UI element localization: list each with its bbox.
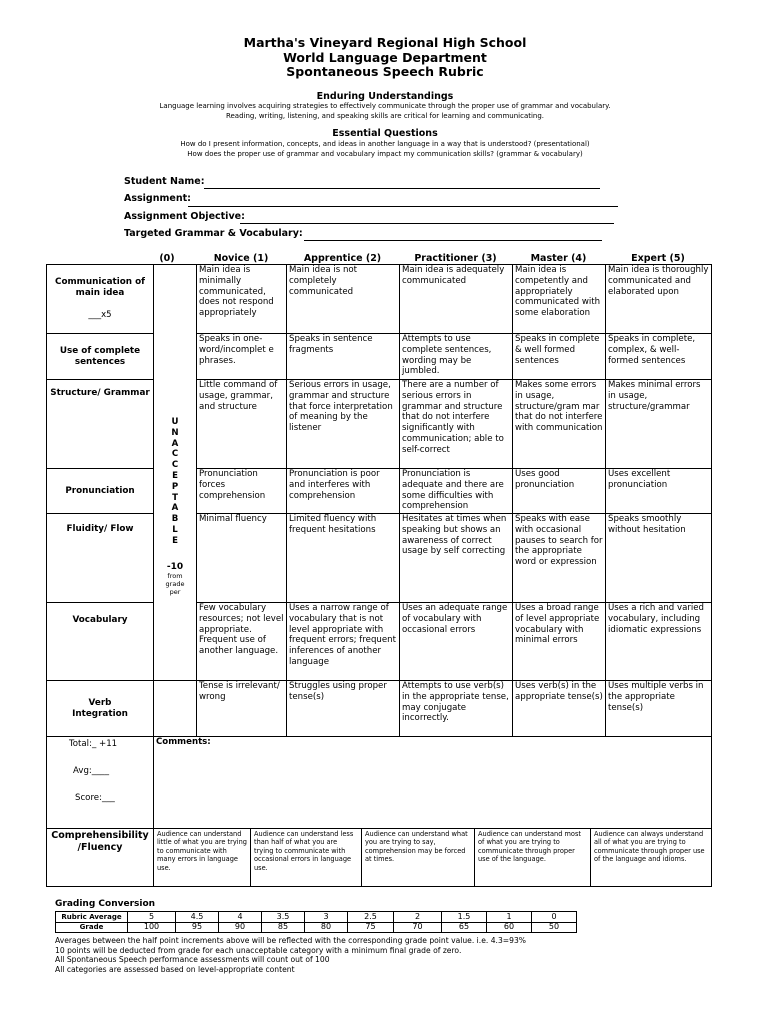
comments-label: Comments:: [156, 737, 211, 747]
letter: T: [172, 492, 178, 503]
letter: E: [172, 470, 178, 481]
rubric-value: 3.5: [262, 912, 305, 923]
cell-apprentice: Struggles using proper tense(s): [287, 681, 400, 737]
cell-apprentice: Pronunciation is poor and interferes with comprehension: [287, 469, 400, 514]
unacceptable-column: [154, 265, 197, 681]
total-field[interactable]: Total:_ +11: [69, 739, 118, 749]
cell-practitioner: Pronunciation is adequate and there are some difficulties with comprehension: [400, 469, 513, 514]
grade-value: 80: [305, 923, 348, 933]
cell-apprentice: Limited fluency with frequent hesitations: [287, 514, 400, 603]
col-header-practitioner: Practitioner (3): [414, 253, 497, 264]
cell-apprentice: Speaks in sentence fragments: [287, 334, 400, 380]
cell-apprentice: Uses a narrow range of vocabulary that is not level appropriate with frequent errors; frequent inferences of another language: [287, 603, 400, 681]
grading-note-1: Averages between the half point increments above will be reflected with the corresponding grade point value. i.e. 4.3=93%: [55, 936, 527, 945]
cell-zero-blank: [154, 681, 197, 737]
grade-row: [56, 923, 577, 933]
comp-cell-4: Audience can understand most of what you are trying to communicate through proper use of the language.: [475, 829, 591, 887]
category-verb: Verb Integration: [47, 681, 154, 737]
comprehensibility-row: [47, 829, 712, 887]
rubric-average-label: Rubric Average: [56, 912, 128, 923]
totals-cell: [47, 737, 154, 829]
cell-novice: Pronunciation forces comprehension: [197, 469, 287, 514]
cell-expert: Uses a rich and varied vocabulary, including idiomatic expressions: [606, 603, 712, 681]
targeted-label: Targeted Grammar & Vocabulary:: [124, 227, 303, 239]
grade-value: 85: [262, 923, 305, 933]
letter: P: [171, 481, 179, 492]
questions-heading: Essential Questions: [332, 128, 438, 139]
deduction-note-1: from: [167, 571, 183, 580]
col-header-novice: Novice (1): [213, 253, 269, 264]
rubric-value: 0: [532, 912, 577, 923]
rubric-row: [47, 334, 712, 380]
rubric-value: 1: [487, 912, 532, 923]
rubric-title: Spontaneous Speech Rubric: [286, 64, 484, 79]
cell-novice: Minimal fluency: [197, 514, 287, 603]
comp-cell-1: Audience can understand little of what you are trying to communicate with many errors in language use.: [154, 829, 251, 887]
letter: E: [172, 535, 178, 546]
totals-row: [47, 737, 712, 829]
avg-field[interactable]: Avg:____: [73, 765, 109, 776]
rubric-row: [47, 380, 712, 469]
col-header-apprentice: Apprentice (2): [303, 253, 382, 264]
cell-novice: Main idea is minimally communicated, does not respond appropriately: [197, 265, 287, 334]
category-grammar: Structure/ Grammar: [47, 380, 154, 469]
cell-master: Makes some errors in usage, structure/gram mar that do not interfere with communication: [513, 380, 606, 469]
cell-expert: Uses excellent pronunciation: [606, 469, 712, 514]
weight-blank[interactable]: ___x5: [88, 310, 112, 321]
score-field[interactable]: Score:___: [75, 792, 115, 803]
letter: N: [171, 427, 179, 438]
rubric-row: [47, 603, 712, 681]
questions-text: [0, 140, 770, 159]
letter: U: [171, 417, 179, 427]
grading-note-2: 10 points will be deducted from grade for each unacceptable category with a minimum final grade of zero.: [55, 945, 462, 955]
cell-practitioner: Attempts to use complete sentences, wording may be jumbled.: [400, 334, 513, 380]
enduring-heading: Enduring Understandings: [316, 91, 454, 102]
question-line-2: How does the proper use of grammar and vocabulary impact my communication skills? (grammar & vocabulary): [187, 149, 583, 158]
rubric-table: [46, 264, 712, 829]
grade-value: 60: [487, 923, 532, 933]
enduring-text: [0, 102, 770, 121]
unacceptable-letters: [156, 417, 194, 547]
grade-value: 65: [442, 923, 487, 933]
deduction-note-3: per: [169, 587, 181, 596]
assignment-label: Assignment:: [124, 193, 191, 205]
deduction-note-2: grade: [165, 579, 185, 588]
cell-apprentice: Main idea is not completely communicated: [287, 265, 400, 334]
grading-table: [55, 911, 577, 933]
objective-label: Assignment Objective:: [124, 210, 245, 222]
grading-note-4: All categories are assessed based on level-appropriate content: [55, 964, 295, 974]
comp-cell-3: Audience can understand what you are trying to say, comprehension may be forced at times.: [362, 829, 475, 887]
letter: B: [171, 514, 179, 525]
cell-expert: Main idea is thoroughly communicated and elaborated upon: [606, 265, 712, 334]
deduction-label: -10: [166, 561, 184, 572]
cell-master: Speaks with ease with occasional pauses to search for the appropriate word or expression: [513, 514, 606, 603]
comments-box[interactable]: [154, 737, 712, 829]
document-header: [0, 36, 770, 80]
rubric-value: 5: [128, 912, 176, 923]
cell-expert: Speaks smoothly without hesitation: [606, 514, 712, 603]
objective-line[interactable]: [240, 223, 614, 224]
cell-practitioner: Uses an adequate range of vocabulary with occasional errors: [400, 603, 513, 681]
cell-novice: Little command of usage, grammar, and structure: [197, 380, 287, 469]
col-header-expert: Expert (5): [631, 253, 685, 264]
cell-novice: Tense is irrelevant/ wrong: [197, 681, 287, 737]
category-sentences: Use of complete sentences: [47, 334, 154, 380]
grading-heading: Grading Conversion: [55, 899, 156, 909]
letter: A: [171, 503, 179, 514]
cell-novice: Speaks in one-word/incomplet e phrases.: [197, 334, 287, 380]
cell-master: Uses a broad range of level appropriate vocabulary with minimal errors: [513, 603, 606, 681]
assignment-line[interactable]: [188, 206, 618, 207]
cell-practitioner: Attempts to use verb(s) in the appropriate tense, may conjugate incorrectly.: [400, 681, 513, 737]
category-comprehensibility: Comprehensibility /Fluency: [47, 829, 154, 887]
question-line-1: How do I present information, concepts, and ideas in another language in a way that is understood? (presentational): [180, 140, 590, 148]
cell-master: Main idea is competently and appropriately communicated with some elaboration: [513, 265, 606, 334]
cell-expert: Makes minimal errors in usage, structure/grammar: [606, 380, 712, 469]
grade-value: 70: [394, 923, 442, 933]
cell-expert: Speaks in complete, complex, & well-formed sentences: [606, 334, 712, 380]
category-label: Communication of main idea: [55, 276, 145, 298]
letter: A: [171, 438, 179, 449]
cell-apprentice: Serious errors in usage, grammar and structure that force interpretation of meaning by the listener: [287, 380, 400, 469]
enduring-line-1: Language learning involves acquiring strategies to effectively communicate through the proper use of grammar and vocabulary.: [159, 102, 611, 110]
rubric-value: 1.5: [442, 912, 487, 923]
department-name: World Language Department: [283, 49, 487, 65]
rubric-value: 3: [305, 912, 348, 923]
school-name: Martha's Vineyard Regional High School: [243, 35, 527, 50]
cell-practitioner: There are a number of serious errors in grammar and structure that do not interfere significantly with communication; able to self-correct: [400, 380, 513, 469]
cell-master: Speaks in complete & well formed sentences: [513, 334, 606, 380]
grade-value: 90: [219, 923, 262, 933]
category-pronunciation: Pronunciation: [47, 469, 154, 514]
cell-master: Uses good pronunciation: [513, 469, 606, 514]
letter: L: [172, 524, 178, 535]
grade-value: 95: [176, 923, 219, 933]
rubric-value: 2: [394, 912, 442, 923]
targeted-line[interactable]: [304, 240, 602, 241]
rubric-row: [47, 265, 712, 334]
letter: C: [171, 449, 179, 460]
rubric-average-row: [56, 912, 577, 923]
category-communication: [47, 265, 154, 334]
cell-practitioner: Main idea is adequately communicated: [400, 265, 513, 334]
comprehensibility-table: [46, 828, 712, 887]
student-name-line[interactable]: [204, 188, 600, 189]
cell-novice: Few vocabulary resources; not level appropriate. Frequent use of another language.: [197, 603, 287, 681]
grade-value: 75: [348, 923, 394, 933]
rubric-row: [47, 681, 712, 737]
cell-practitioner: Hesitates at times when speaking but shows an awareness of correct usage by self correcting: [400, 514, 513, 603]
rubric-value: 4.5: [176, 912, 219, 923]
cell-expert: Uses multiple verbs in the appropriate tense(s): [606, 681, 712, 737]
student-name-label: Student Name:: [124, 176, 205, 187]
letter: C: [171, 460, 179, 471]
rubric-value: 4: [219, 912, 262, 923]
grade-value: 50: [532, 923, 577, 933]
col-header-zero: (0): [159, 253, 175, 264]
comp-cell-2: Audience can understand less than half of what you are trying to communicate with occasional errors in language use.: [251, 829, 362, 887]
col-header-master: Master (4): [530, 253, 587, 264]
enduring-line-2: Reading, writing, listening, and speaking skills are critical for learning and communicating.: [225, 111, 545, 120]
category-vocabulary: Vocabulary: [47, 603, 154, 681]
student-info: [124, 176, 303, 245]
cell-master: Uses verb(s) in the appropriate tense(s): [513, 681, 606, 737]
grade-value: 100: [128, 923, 176, 933]
rubric-row: [47, 469, 712, 514]
rubric-row: [47, 514, 712, 603]
comp-cell-5: Audience can always understand all of what you are trying to communicate through proper use of the language and idioms.: [591, 829, 712, 887]
grading-notes: [55, 936, 526, 974]
category-fluidity: Fluidity/ Flow: [47, 514, 154, 603]
grade-label: Grade: [56, 923, 128, 933]
rubric-value: 2.5: [348, 912, 394, 923]
grading-note-3: All Spontaneous Speech performance assessments will count out of 100: [55, 955, 330, 965]
